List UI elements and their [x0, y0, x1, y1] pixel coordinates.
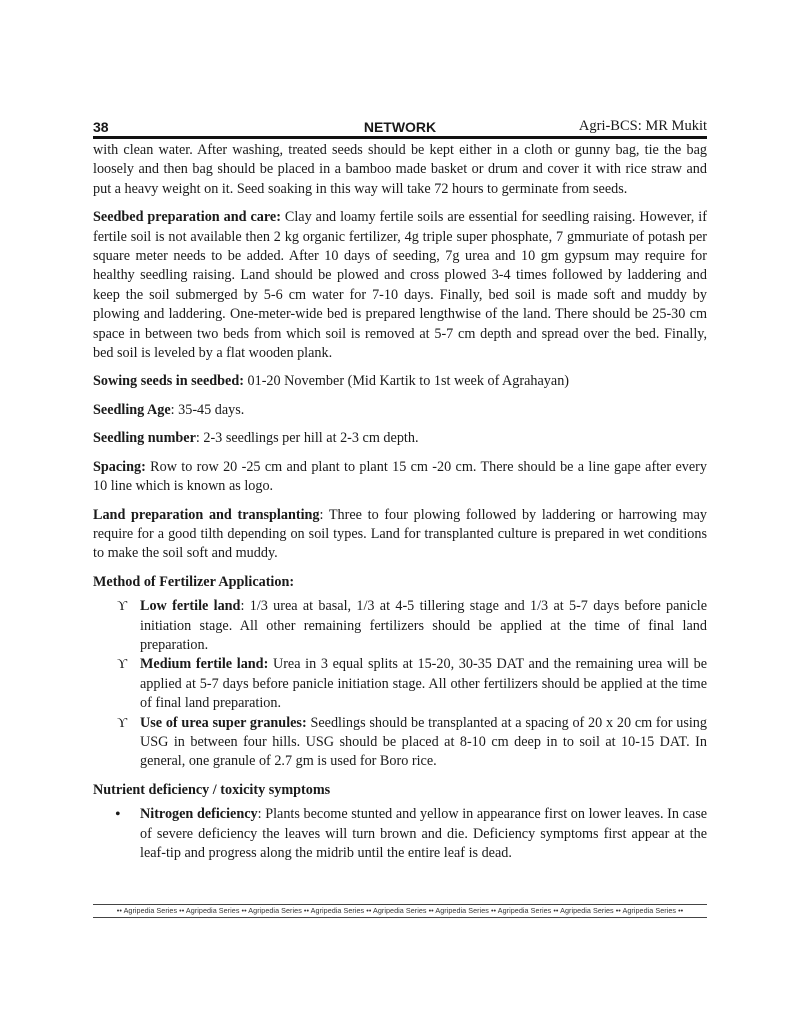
seedbed-text: Clay and loamy fertile soils are essential for seedling raising. However, if fertile soil is not available then 2 kg organic fertilizer, 4g triple super phosphate, 7 gmmuriate of potash per square meter needs to be added. After 10 days of seeding, 7g urea and 10 gm gypsum may require for healthy seedling raising. Land should be plowed and cross plowed 3-4 times followed by laddering and keep the soil submerged by 5-6 cm water for 7-10 days. Finally, bed soil is made soft and muddy by plowing and laddering. One-meter-wide bed is prepared lengthwise of the land. There should be 25-30 cm space in between two beds from which soil is removed at 5-7 cm depth and spread over the bed. Finally, bed soil is leveled by a flat wooden plank.	[93, 209, 707, 362]
list-item	[93, 597, 707, 655]
nutrient-heading	[93, 781, 707, 800]
page-header	[93, 118, 707, 139]
list-item	[93, 655, 707, 713]
nutrient-list	[93, 805, 707, 863]
sowing-text: 01-20 November (Mid Kartik to 1st week of Agrahayan)	[243, 373, 570, 390]
land-prep-paragraph	[93, 506, 707, 564]
upsilon-bullet-icon: ϒ	[117, 715, 128, 731]
seedling-age-paragraph	[93, 401, 707, 420]
land-prep-text: : Three to four plowing followed by laddering or harrowing may require for a good tilth depending on soil types. Land for transplanted culture is prepared in wet conditions to make the soil soft and muddy.	[93, 506, 707, 562]
page-footer: •• Agripedia Series •• Agripedia Series •• Agripedia Series •• Agripedia Series •• Agripedia Series •• Agripedia Series •• Agripedia Series •• Agripedia Series •• Agripedia Series ••	[93, 904, 707, 918]
fertilizer-heading-text: Method of Fertilizer Application:	[93, 573, 295, 590]
header-author: Agri-BCS: MR Mukit	[578, 118, 707, 134]
list-item-text: Urea in 3 equal splits at 15-20, 30-35 DAT and the remaining urea will be applied at 5-7 days before panicle initiation stage. All other fertilizers should be applied at the time of final land preparation.	[140, 656, 708, 712]
seedling-age-text: : 35-45 days.	[170, 401, 245, 418]
list-item-text: : Plants become stunted and yellow in appearance first on lower leaves. In case of severe deficiency the leaves will turn brown and die. Deficiency symptoms first appear at the leaf-tip and progress along the midrib until the entire leaf is dead.	[140, 806, 708, 861]
header-title: NETWORK	[363, 119, 437, 135]
seedbed-label: Seedbed preparation and care:	[93, 209, 281, 226]
sowing-label: Sowing seeds in seedbed:	[93, 373, 244, 390]
list-item-label: Medium fertile land:	[140, 656, 269, 673]
upsilon-bullet-icon: ϒ	[117, 657, 128, 673]
page-number: 38	[93, 119, 109, 135]
spacing-text: Row to row 20 -25 cm and plant to plant 15 cm -20 cm. There should be a line gape after every 10 line which is known as logo.	[93, 458, 707, 495]
seedling-number-label: Seedling number	[93, 430, 196, 447]
spacing-paragraph	[93, 458, 707, 497]
dot-bullet-icon: •	[115, 806, 121, 824]
page-content	[93, 118, 707, 863]
list-item	[93, 714, 707, 772]
land-prep-label: Land preparation and transplanting	[93, 506, 320, 523]
list-item-label: Use of urea super granules:	[140, 714, 307, 731]
seedling-number-paragraph	[93, 429, 707, 448]
fertilizer-list	[93, 597, 707, 772]
sowing-paragraph	[93, 372, 707, 391]
list-item-label: Low fertile land	[140, 598, 241, 615]
nutrient-heading-text: Nutrient deficiency / toxicity symptoms	[93, 781, 331, 798]
fertilizer-heading	[93, 573, 707, 592]
list-item-label: Nitrogen deficiency	[140, 806, 258, 823]
upsilon-bullet-icon: ϒ	[117, 599, 128, 615]
list-item-text: Seedlings should be transplanted at a spacing of 20 x 20 cm for using USG in between four hills. USG should be placed at 8-10 cm deep in to soil at 10-15 DAT. In general, one granule of 2.7 gm is used for Boro rice.	[140, 714, 707, 770]
intro-paragraph: with clean water. After washing, treated seeds should be kept either in a cloth or gunny bag, tie the bag loosely and then bag should be placed in a bamboo made basket or drum and cover it with rice straw and put a heavy weight on it. Seed soaking in this way will take 72 hours to germinate from seeds.	[93, 142, 707, 197]
seedling-number-text: : 2-3 seedlings per hill at 2-3 cm depth.	[195, 430, 419, 447]
seedling-age-label: Seedling Age	[93, 401, 171, 418]
list-item-text: : 1/3 urea at basal, 1/3 at 4-5 tillering stage and 1/3 at 5-7 days before panicle initiation stage. All other remaining fertilizers should be applied at the time of final land preparation.	[140, 598, 708, 653]
spacing-label: Spacing:	[93, 458, 146, 475]
list-item	[93, 805, 707, 863]
seedbed-paragraph	[93, 208, 707, 363]
